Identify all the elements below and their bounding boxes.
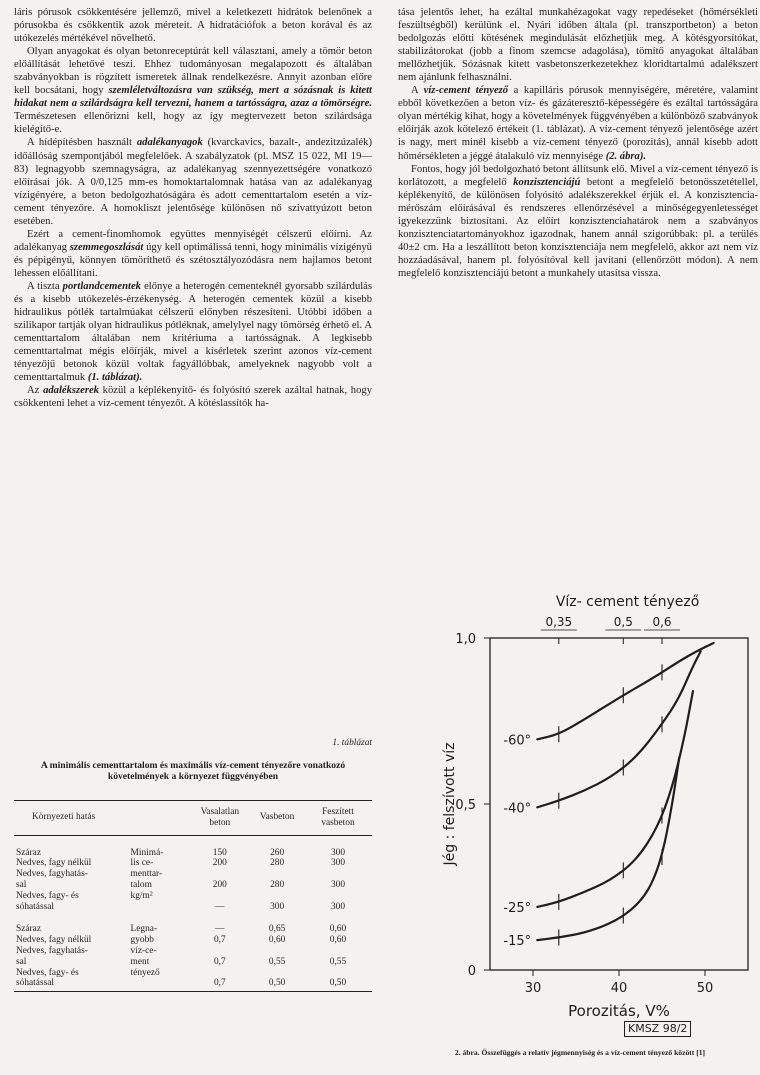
table-row — [14, 858, 372, 869]
figure-reference: KMSZ 98/2 — [624, 1021, 691, 1037]
wc-label-cell: Legna- — [130, 924, 158, 935]
value-cell: 300 — [270, 901, 285, 912]
text-run: Olyan anyagokat és olyan betonreceptúrát kell választani, amely a tömör beton előállítását lehetővé teszi. Ehhez tudományosan megalapozott és általában szabványokban is rögzített ismeretek állnak rendelkezésre. Annyit azonban előre kell bocsátani, hogy — [14, 46, 372, 97]
emphasis-text: szemmegoszlását — [69, 241, 144, 253]
text-run: A tiszta — [27, 280, 60, 292]
top-tick-label: 0,6 — [652, 615, 672, 629]
text-run: A hídépítésben használt — [27, 137, 132, 149]
series-line — [537, 758, 679, 941]
cement-label-cell: lis ce- — [130, 858, 154, 869]
header-prestressed: Feszített vasbeton — [304, 801, 372, 836]
paragraph — [14, 384, 372, 410]
y-tick-label: 1,0 — [455, 632, 476, 647]
requirements-table — [14, 800, 372, 992]
wc-label-cell: víz-ce- ment — [130, 945, 157, 967]
table-number: 1. táblázat — [332, 738, 372, 748]
text-run: A — [411, 85, 419, 97]
environment-cell: Nedves, fagyhatás- sal — [16, 945, 88, 967]
text-run: betont a megfelelő betonösszetétellel, képlékenyítő, de különösen folyósító adalékszerekkel érjük el. A konzisztencia-mérőszám előírásával és rendszeres ellenőrzésével a minőségegyenletességet igyekezzünk biztosítani. Az előírt konzisztenciahatárok nem a szabványos konzisztenciatartományokhoz igazodnak, hanem annál szigorúbbak: pl. a terülés 40±2 cm. Ha a leszállított beton konzisztenciája nem megfelelő, akkor azt nem víz hozzáadásával, hanem pl. folyósítóval kell javítani (ellenőrzött módon). A nem megfelelő konzisztenciájú betont a munkahely utasítsa vissza. — [398, 176, 758, 279]
x-tick-label: 50 — [696, 981, 714, 996]
table-row — [14, 869, 372, 891]
header-blank — [129, 801, 190, 836]
environment-cell: Nedves, fagy nélkül — [16, 858, 92, 869]
table-row — [14, 924, 372, 935]
series-label: -15° — [503, 934, 532, 950]
x-axis-label: Porozitás, V% — [568, 1002, 670, 1020]
right-text-column — [398, 6, 758, 280]
value-cell: 0,7 — [213, 978, 226, 989]
series-label: -40° — [503, 801, 532, 817]
table-row — [14, 935, 372, 946]
text-run: Fontos, hogy jól bedolgozható betont állítsunk elő. Mivel a víz-cement tényező is korlátozott, a megfelelő — [398, 163, 758, 188]
table-group-wc — [14, 912, 372, 989]
top-tick-label: 0,5 — [613, 615, 633, 629]
value-cell: — — [215, 924, 225, 935]
emphasis-text: (2. ábra). — [605, 150, 646, 162]
emphasis-text: szemléletváltozásra van szükség, mert a sózásnak is kitett hidakat nem a szilárdságra kell tervezni, hanem a tartósságra, azaz a tömörségre. — [14, 85, 372, 110]
value-cell: 300 — [330, 879, 345, 890]
paragraph — [14, 45, 372, 136]
text-run: úgy kell optimálissá tenni, hogy minimális vízigényű és pépigényű, könnyen tömöríthető és szétosztályozódásra nem hajlamos betont lehessen előállítani. — [14, 241, 372, 279]
environment-cell: Nedves, fagy- és sóhatással — [16, 890, 79, 912]
table-group-cement — [14, 835, 372, 912]
text-run: Az — [27, 385, 40, 397]
header-plain-concrete: Vasalatlan beton — [189, 801, 250, 836]
value-cell: 200 — [212, 858, 227, 869]
text-run: tása jelentős lehet, ha ezáltal munkahézagokat vagy repedéseket (hőmérsékleti feszültségből) kerülünk el. Nyári időben általa (pl. transzportbeton) a beton bedolgozás előtti kötésének megindulását előzhetjük meg. A kötésgyorsítókat, stabilizátorokat (jobb a finom szemcse adagolása), tömítő anyagokat általában mellőzhetjük. Sózásnak kitett vasbetonszerkezetekhez kloridtartalmú adalékszert nem ajánlunk felhasználni. — [398, 7, 758, 84]
paragraph — [398, 163, 758, 280]
text-run: (kvarckavics, bazalt-, andezitzúzalék) időállóság szempontjából megfelelőek. A szabályzatok (pl. MSZ 15 022, MI 19—83) legnagyobb szemnagyságra, az adalékanyag szennyezettségére vonatkozó előírásai jók. A 0/0,125 mm-es homoktartalomnak hatása van az adalékanyag vízigényére, a beton bedolgozhatóságára és adott cementtartalom esetén a víz-cement tényezőre. A homokliszt jelentősége különösen nő szivattyúzott beton esetében. — [14, 137, 372, 227]
cement-label-cell: menttar- talom — [130, 869, 163, 890]
emphasis-text: (1. táblázat). — [87, 372, 143, 384]
text-run: a kapilláris pórusok mennyiségére, méretére, valamint ebből következően a beton víz- és gázáteresztő-képességére és ezáltal tartósságára olyan mértékig kihat, hogy a követelmények függvényében a különböző szabványok előírják azok kötelező értékeit (1. táblázat). A víz-cement tényező jelentősége azért is nagy, mert minél kisebb a víz-cement tényező (porozitás), annál kisebb adott hőmérsékleten a jéggé átalakuló víz mennyisége — [398, 85, 758, 162]
paragraph — [14, 280, 372, 384]
value-cell: 280 — [270, 858, 285, 869]
value-cell: 300 — [330, 858, 345, 869]
value-cell: 260 — [270, 847, 285, 858]
value-cell: 150 — [212, 847, 227, 858]
text-run: láris pórusok csökkentésére jellemző, mivel a keletkezett hidrátok belenőnek a pórusokba és csökkentik azok méreteit. A hidratációfok a beton korával és az utókezelés mértékével növelhető. — [14, 7, 372, 45]
porosity-chart — [398, 590, 758, 1050]
value-cell: 0,7 — [213, 935, 226, 946]
table-row — [14, 946, 372, 968]
paragraph — [14, 6, 372, 45]
value-cell: 0,55 — [329, 956, 347, 967]
text-run: Természetesen ellenőrizni kell, hogy az így megtervezett beton szilárdsága kielégítő-e. — [14, 111, 372, 136]
header-environment: Környezeti hatás — [14, 801, 129, 836]
value-cell: 0,65 — [268, 924, 286, 935]
paragraph — [14, 228, 372, 280]
x-tick-label: 40 — [610, 981, 628, 996]
emphasis-text: konzisztenciájú — [513, 176, 581, 188]
value-cell: 0,60 — [329, 924, 347, 935]
table-caption: A minimális cementtartalom és maximális víz-cement tényezőre vonatkozó követelmények a környezet függvényében — [40, 760, 346, 783]
y-axis-label: Jég : felszívott víz — [442, 742, 458, 866]
environment-cell: Száraz — [16, 847, 41, 858]
value-cell: — — [215, 901, 225, 912]
table-row — [14, 848, 372, 859]
figure-caption: 2. ábra. Összefüggés a relatív jégmennyiség és a víz-cement tényező között [1] — [454, 1048, 706, 1057]
environment-cell: Nedves, fagyhatás- sal — [16, 869, 88, 890]
chart-title: Víz- cement tényező — [555, 594, 700, 610]
header-reinforced: Vasbeton — [250, 801, 304, 836]
value-cell: 0,50 — [329, 978, 347, 989]
y-tick-label: 0 — [467, 964, 476, 979]
y-tick-label: 0,5 — [455, 798, 476, 813]
value-cell: 0,60 — [268, 935, 286, 946]
series-label: -25° — [503, 900, 532, 916]
cement-label-cell: Minimá- — [130, 847, 164, 858]
text-run: Ezért a cement-finomhomok együttes mennyiségét célszerű előírni. Az adalékanyag — [14, 228, 372, 253]
value-cell: 0,60 — [329, 935, 347, 946]
series-label: -60° — [503, 733, 532, 749]
left-text-column — [14, 6, 372, 410]
x-tick-label: 30 — [524, 981, 542, 996]
value-cell: 200 — [212, 879, 227, 890]
text-run: közül a képlékenyítő- és folyósító szerek azáltal hatnak, hogy csökkenteni lehet a víz-cement tényezőt. A kötéslassítók ha- — [14, 385, 372, 410]
wc-label-cell: gyobb — [130, 935, 154, 946]
paragraph — [398, 84, 758, 162]
cement-label-cell: kg/m² — [130, 890, 153, 901]
emphasis-text: adalékanyagok — [136, 137, 203, 149]
value-cell: 300 — [330, 847, 345, 858]
environment-cell: Száraz — [16, 924, 41, 935]
value-cell: 0,7 — [213, 956, 226, 967]
value-cell: 300 — [330, 901, 345, 912]
value-cell: 280 — [270, 879, 285, 890]
paragraph — [14, 136, 372, 227]
value-cell: 0,55 — [268, 956, 286, 967]
emphasis-text: portlandcementek — [62, 280, 141, 292]
emphasis-text: víz-cement tényező — [423, 85, 509, 97]
text-run: előnye a heterogén cementeknél gyorsabb szilárdulás és a kisebb utókezelés-érzékenység. A heterogén cementek közül a kisebb hidraulikus pótlék tartalmúakat célszerű előnyben részesíteni. Utóbbi időben a szilikapor tartják olyan hidraulikus pótléknak, amelylyel nagy tömörség érhető el. A cementtartalom általában nem kritériuma a tartósságnak. A legkisebb cementtartalmat mégis előírják, mivel a kísérletek szerint azonos víz-cement tényezőjű betonok közül voltak fagyállóbbak, amelyeknek nagyobb volt a cementtartalmuk — [14, 280, 373, 384]
top-tick-label: 0,35 — [545, 615, 573, 629]
environment-cell: Nedves, fagy nélkül — [16, 935, 92, 946]
figure-2 — [398, 590, 758, 1060]
environment-cell: Nedves, fagy- és sóhatással — [16, 967, 79, 989]
table-row — [14, 891, 372, 913]
emphasis-text: adalékszerek — [43, 385, 99, 397]
table-row — [14, 968, 372, 990]
wc-label-cell: tényező — [130, 967, 160, 978]
value-cell: 0,50 — [268, 978, 286, 989]
paragraph — [398, 6, 758, 84]
table-header-row — [14, 801, 372, 836]
